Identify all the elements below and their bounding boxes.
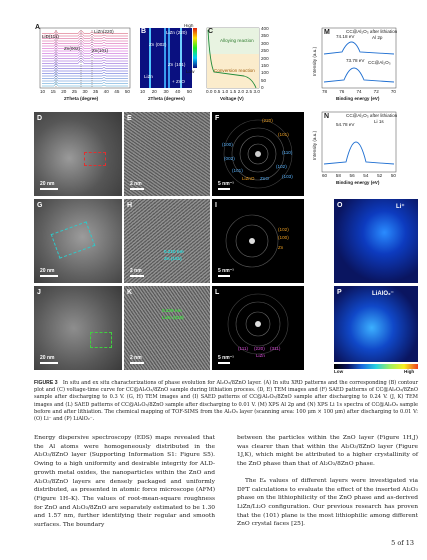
panel-j-tem: [34, 286, 122, 370]
tick: 0.0: [206, 89, 213, 94]
title-li1s: Li 1s: [374, 119, 384, 124]
scale-bar: [130, 275, 144, 277]
panel-k-hrtem: [124, 286, 210, 370]
tick: 60: [322, 173, 328, 178]
tick: 15: [50, 89, 56, 94]
tick: 100: [261, 70, 269, 76]
tick: 10: [40, 89, 46, 94]
panel-e-hrtem: [124, 112, 210, 196]
map-title: LiAlO₂⁻: [372, 291, 394, 297]
tick: 40: [175, 89, 181, 94]
x-axis-label: Binding energy (eV): [336, 180, 380, 185]
panel-label-d: D: [37, 115, 43, 122]
scale-label: 2 nm: [130, 355, 142, 361]
tick: 72: [373, 89, 379, 94]
annotation-zn002: Zn (002): [149, 42, 167, 47]
ring-label: (111): [238, 346, 249, 351]
caption-text: In situ and ex situ characterizations of phase evolution for Al₂O₃/8ZnO layer. (A) In situ XRD patterns and the corresponding (B) contour plot and (C) voltage-time curve for CC@Al₂O₃/8ZnO sample during lithiation process. (D, E) TEM images and (F) SAED patterns of CC@Al₂O₃/8ZnO sample after discharging to 0.3 V. (G, H) TEM images and (I) SAED patterns of CC@Al₂O₃/8ZnO sample after discharging to 0.24 V. (J, K) TEM images and (L) SAED patterns of CC@Al₂O₃/8ZnO sample after discharging to 0.01 V. (M) XPS Al 2p and (N) XPS Li 1s spectra of CC@Al₂O₃ sample before and after lithiation. The chemical mapping of TOF-SIMS from the Al₂O₃ layer (scanning area: 100 μm × 100 μm) after discharging to 0.01 V: (O) Li⁻ and (P) LiAlO₂⁻.: [34, 380, 418, 423]
panel-p-tofsims: [334, 286, 418, 362]
tick: 45: [114, 89, 120, 94]
ring-label: (002): [224, 156, 235, 161]
tick: 30: [163, 89, 169, 94]
tick: 70: [390, 89, 396, 94]
tick: 3.0: [253, 89, 260, 94]
peak-a-value: 74.18 eV: [336, 34, 355, 39]
annotation-zn101: Zn (101): [168, 62, 186, 67]
x-axis-label: 2Theta (degrees): [148, 96, 185, 101]
x-tick-labels: [206, 89, 260, 94]
panel-label-e: E: [127, 115, 132, 122]
tick: 58: [335, 173, 341, 178]
ring-label: (220): [262, 118, 273, 123]
tick: 50: [390, 173, 396, 178]
paragraph: The Eₐ values of different layers were investigated via DFT calculations to evaluate the effect of the inserted Al₂O₃ phase on the lithiophilicity of the ZnO phase and as-derived LiZn/Li₂O configuration. Our previous research has proven that the (101) plane is the most lithiophilic among different ZnO crystal faces [25].: [237, 477, 418, 528]
panel-label-o: O: [337, 202, 343, 209]
tick: 54: [363, 173, 369, 178]
paragraph: between the particles within the ZnO layer (Figure 1H,J) was clearer than that within the Al₂O₃/8ZnO layer (Figure 1J,K), which might be attributed to a higher crystallinity of the ZnO phase than that of Al₂O₃/8ZnO phase.: [237, 435, 418, 468]
tick: 0: [261, 85, 264, 90]
scale-bar: [218, 275, 230, 277]
scale-bar: [218, 362, 230, 364]
colorbar-high: High: [404, 369, 415, 374]
panel-label-m: M: [324, 29, 330, 36]
panel-label-l: L: [215, 289, 220, 296]
title-after-lithiation: CC@Al₂O₃ after lithiation: [346, 113, 398, 118]
colorbar: [193, 28, 197, 68]
tick: 10: [140, 89, 146, 94]
colorbar-low: Low: [186, 69, 195, 74]
scale-bar: [40, 362, 58, 364]
tick: 20: [151, 89, 157, 94]
tick: 52: [377, 173, 383, 178]
ring-label: (101): [232, 168, 243, 173]
tick: 300: [261, 40, 269, 46]
ring-label: (100): [222, 142, 233, 147]
annotation-zno: + ZnO: [172, 79, 185, 84]
ring-label: (103): [282, 174, 293, 179]
panel-l-saed: [212, 286, 304, 370]
x-tick-labels: [40, 89, 130, 94]
y-axis-label: Intensity (a.u.): [312, 46, 317, 76]
tick: 400: [261, 26, 269, 31]
scale-label: 5 nm⁻¹: [218, 355, 234, 361]
panel-label-k: K: [127, 289, 133, 296]
scale-label: 2 nm: [130, 181, 142, 187]
panel-label-f: F: [215, 115, 220, 122]
panel-label-a: A: [35, 24, 41, 31]
tick: 40: [103, 89, 109, 94]
tick: 50: [186, 89, 192, 94]
panel-label-j: J: [37, 289, 41, 296]
scale-label: 5 nm⁻¹: [218, 181, 234, 187]
scale-bar: [40, 188, 58, 190]
y-axis-label: Intensity (a.u.): [312, 130, 317, 160]
peak-value: 54.78 eV: [336, 122, 355, 127]
annotation-lizn: LiZn(220): [94, 29, 114, 34]
d-spacing: 0.210 nm: [164, 249, 184, 254]
panel-d-tem: [34, 112, 122, 196]
plane-label: Zn (101): [164, 256, 182, 261]
panel-c-voltage: [204, 24, 276, 106]
panel-n-xps-li: [312, 108, 418, 192]
scale-bar: [218, 188, 230, 190]
tick: 35: [93, 89, 99, 94]
annotation-zn101: Zn(101): [92, 48, 109, 53]
tick: 2.0: [237, 89, 245, 94]
x-tick-labels: [140, 89, 192, 94]
annotation-zn002: Zn(002): [64, 46, 81, 51]
tick: 30: [82, 89, 88, 94]
title-al2p: Al 2p: [372, 35, 383, 40]
panel-label-b: B: [141, 28, 147, 35]
selection-box: [51, 221, 96, 258]
body-right-column: [237, 434, 418, 529]
selection-box: [84, 152, 106, 166]
x-axis-label: Binding energy (eV): [336, 96, 380, 101]
scale-label: 5 nm⁻¹: [218, 268, 234, 274]
tick: 0.5: [213, 89, 221, 94]
figure-3: [34, 24, 418, 376]
scale-label: 20 nm: [40, 181, 55, 187]
panel-b-contour: [136, 24, 202, 106]
ring-label: (102): [278, 227, 289, 232]
species-label: Zn: [278, 245, 284, 250]
page-number: 5 of 13: [391, 539, 414, 547]
ring-label: (311): [270, 346, 281, 351]
panel-a-xrd: [34, 24, 134, 106]
tick: 150: [261, 62, 269, 68]
scale-label: 20 nm: [40, 355, 55, 361]
map-title: Li⁺: [396, 204, 405, 210]
tick: 25: [71, 89, 77, 94]
annotation-alloying: Alloying reaction: [220, 38, 254, 43]
figure-number: FIGURE 3: [34, 380, 58, 386]
panel-label-i: I: [215, 202, 217, 209]
peak-b-value: 73.78 eV: [346, 58, 365, 63]
tick: 56: [349, 173, 355, 178]
curve-b-name: CC@Al₂O₃: [368, 60, 391, 65]
tick: 76: [339, 89, 345, 94]
scale-bar: [40, 275, 58, 277]
y-tick-labels: [261, 26, 269, 90]
panel-label-p: P: [337, 289, 342, 296]
panel-label-h: H: [127, 202, 133, 209]
tick: 50: [124, 89, 130, 94]
panel-o-tofsims: [334, 199, 418, 283]
ring-label: (102): [276, 164, 287, 169]
x-tick-labels: [322, 173, 396, 178]
annotation-conversion: Conversion reaction: [214, 68, 255, 73]
paragraph: Energy dispersive spectroscopy (EDS) maps revealed that the Al atoms were homogeneously distributed in the Al₂O₃/8ZnO layer (Supporting Information S1: Figure S5). Owing to a high uniformity and desirable integrity for ALD-growth metal oxides, the nanoparticles within the ZnO and Al₂O₃/8ZnO layers are densely packaged and uniformly distributed, as presented in atomic force microscope (AFM) (Figure 1H–K). The values of root-mean-square roughness for ZnO and Al₂O₃/8ZnO are separately estimated to be 1.30 and 1.57 nm, further identifying their regular and smooth surfaces. The boundary: [34, 435, 215, 529]
annotation-lizn: LiZn: [144, 74, 153, 79]
tick: 78: [322, 89, 328, 94]
tick: 1.5: [229, 89, 237, 94]
panel-g-tem: [34, 199, 122, 283]
panel-label-g: G: [37, 202, 43, 209]
scale-label: 2 nm: [130, 268, 142, 274]
ring-label: (220): [254, 346, 265, 351]
species-label: ZnO: [260, 176, 269, 181]
annotation-lid: LiD(111): [42, 34, 59, 39]
tick: 350: [261, 33, 269, 39]
tick: 20: [61, 89, 67, 94]
scale-bar: [130, 362, 144, 364]
species-label: LiZnO: [242, 176, 255, 181]
x-axis-label: Voltage (V): [220, 96, 244, 101]
colorbar-high: High: [184, 24, 194, 28]
ring-label: (110): [282, 150, 293, 155]
ring-label: (101): [278, 132, 289, 137]
ring-label: (100): [278, 235, 289, 240]
panel-f-saed: [212, 112, 304, 196]
tick: 50: [261, 77, 267, 83]
body-left-column: [34, 434, 215, 530]
scale-bar: [130, 188, 144, 190]
panel-label-n: N: [324, 113, 330, 120]
panel-h-hrtem: [124, 199, 210, 283]
scale-label: 20 nm: [40, 268, 55, 274]
figure-caption: [34, 380, 418, 423]
panel-i-saed: [212, 199, 304, 283]
tick: 1.0: [221, 89, 229, 94]
panel-m-xps-al: [312, 24, 418, 108]
colorbar-low: Low: [334, 369, 344, 374]
tick: 250: [261, 48, 269, 54]
plane-label: LiZn (220): [162, 315, 184, 320]
x-axis-label: 2Theta (degree): [64, 96, 99, 101]
tick: 2.5: [245, 89, 252, 94]
d-spacing: 0.229 nm: [162, 308, 182, 313]
title-after-lithiation: CC@Al₂O₃ after lithiation: [346, 29, 398, 34]
tick: 74: [356, 89, 362, 94]
panel-label-c: C: [208, 28, 214, 35]
annotation-lizn220: LiZn (220): [166, 30, 187, 35]
species-label: LiZn: [256, 353, 265, 358]
selection-box: [90, 332, 112, 348]
tick: 200: [261, 55, 269, 61]
x-tick-labels: [322, 89, 396, 94]
